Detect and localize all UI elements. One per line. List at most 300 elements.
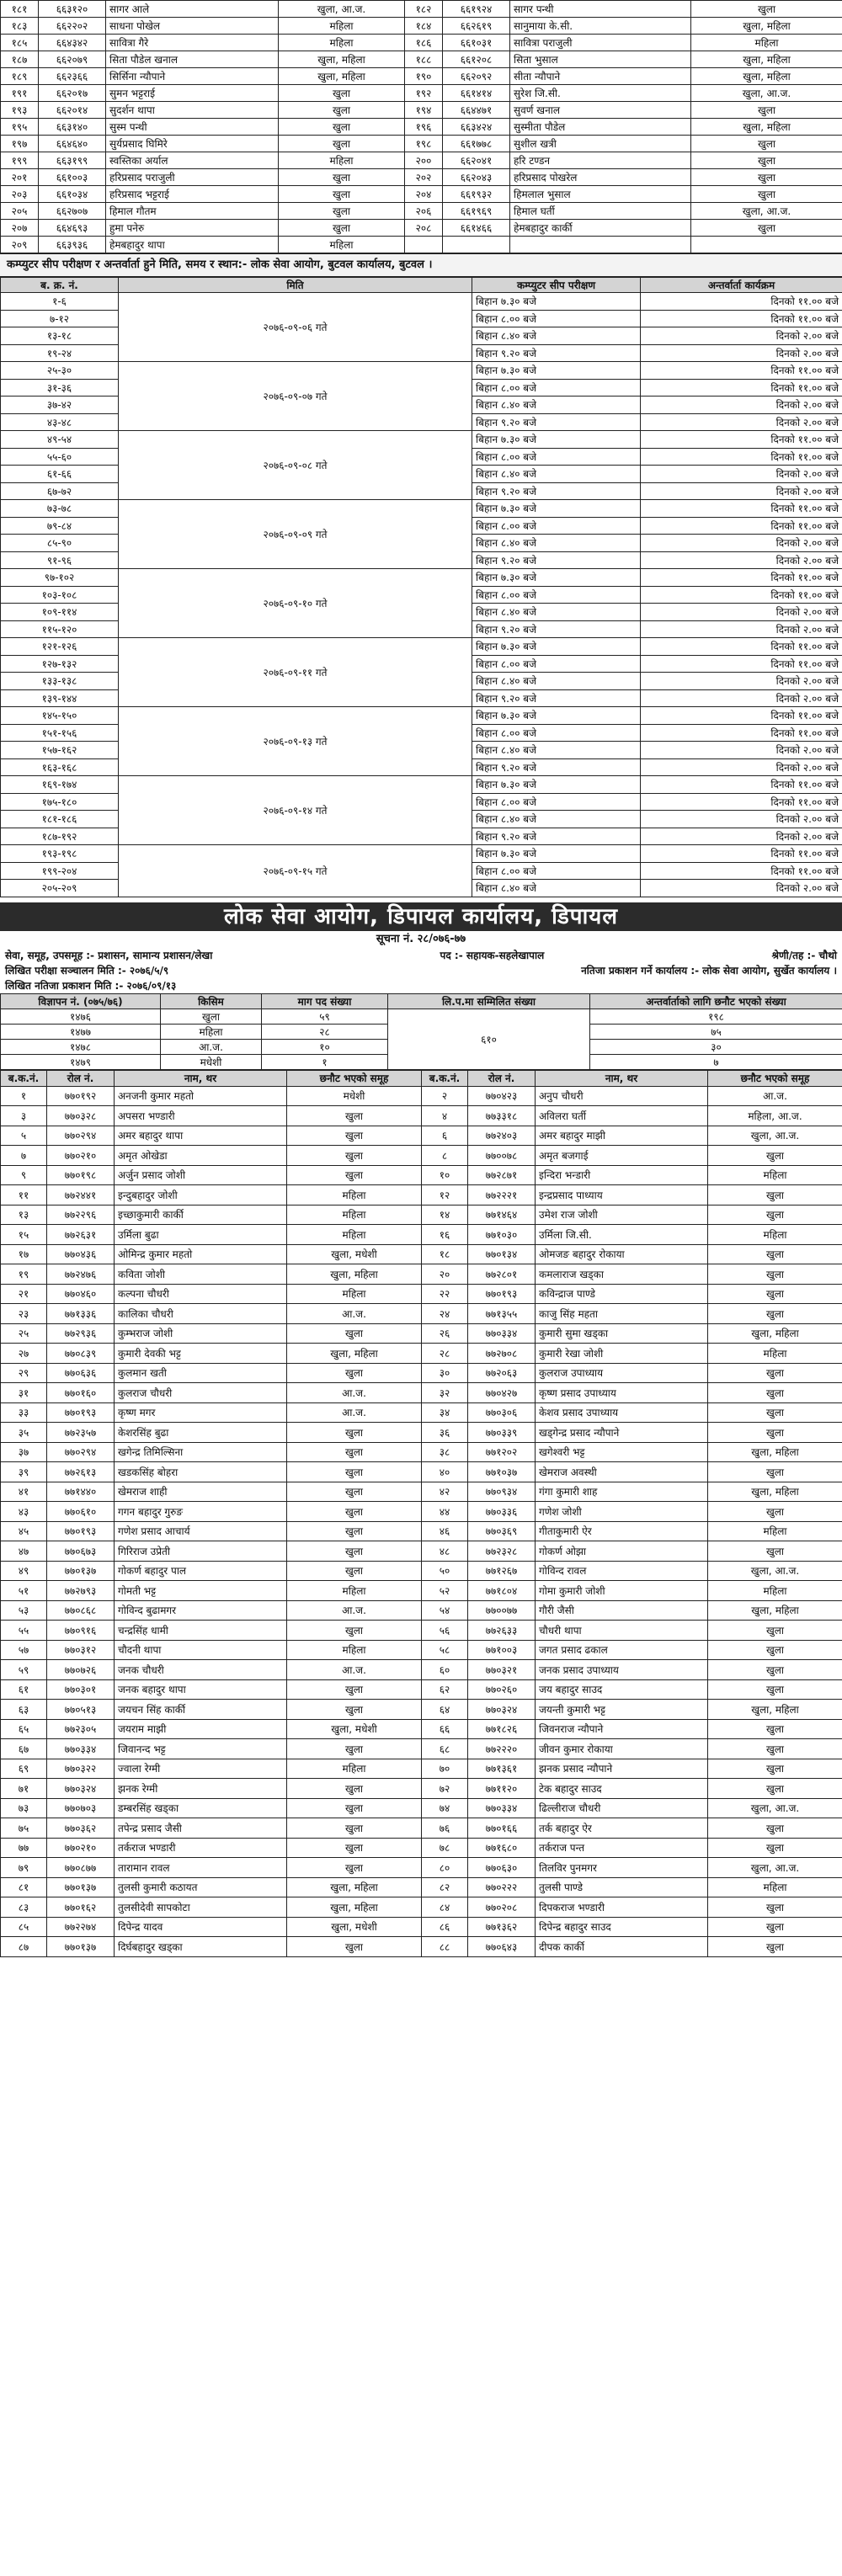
notice-number: सूचना नं. २८/०७६-७७ [376, 932, 466, 945]
table-row [1, 136, 842, 152]
cell-roll-no-2: ७७०४२३ [468, 1086, 536, 1106]
cell-name: अर्जुन प्रसाद जोशी [115, 1165, 287, 1185]
cell-name: सुदर्शन थापा [106, 102, 279, 119]
schedule-interview-time: दिनको ११.०० बजे [641, 586, 842, 604]
cell-selected-group: खुला [287, 1700, 422, 1720]
cell-sn: ६५ [1, 1719, 47, 1739]
cell-roll-no-2: ६६१९६९ [443, 203, 510, 220]
table-row [1, 169, 842, 186]
schedule-interview-time: दिनको २.०० बजे [641, 880, 842, 897]
schedule-interview-time: दिनको २.०० बजे [641, 551, 842, 569]
cell-group: महिला [279, 35, 405, 51]
table-row [1, 1541, 842, 1562]
cell-name: तर्कराज भण्डारी [115, 1838, 287, 1858]
cell-selected-group: खुला [287, 1739, 422, 1759]
cell-roll-no: ७७२३५७ [47, 1423, 115, 1443]
cell-selected-group: खुला [287, 1521, 422, 1541]
cell-group: महिला [279, 237, 405, 253]
cell-name-2: तुलसी पाण्डे [536, 1877, 708, 1897]
cell-sn: ३३ [1, 1402, 47, 1423]
cell-selected-group: खुला [287, 1818, 422, 1839]
cell-sn: ४९ [1, 1561, 47, 1581]
cell-name: गोमती भट्ट [115, 1581, 287, 1601]
summary-selected: १९८ [590, 1009, 842, 1024]
cell-roll-no-2: ७७३३१८ [468, 1106, 536, 1126]
schedule-roll-range: १०३-१०८ [1, 586, 119, 604]
cell-sn-2: ६० [422, 1660, 468, 1680]
cell-roll-no-2: ७७०६३० [468, 1858, 536, 1878]
cell-roll-no-2: ७७०३३४ [468, 1323, 536, 1344]
table-row [1, 18, 842, 35]
cell-roll-no: ७७१३३६ [47, 1304, 115, 1324]
cell-name: गिरिराज उप्रेती [115, 1541, 287, 1562]
cell-sn: ११ [1, 1185, 47, 1206]
cell-sn: २०७ [1, 220, 39, 237]
cell-selected-group: खुला [287, 1937, 422, 1957]
exam-date: लिखित परीक्षा सञ्चालन मिति :- २०७६/५/९ [5, 964, 169, 977]
cell-roll-no: ६६२०१४ [39, 102, 106, 119]
schedule-date: २०७६-०९-१० गते [119, 569, 472, 638]
schedule-computer-test-time: बिहान ८.४० बजे [472, 604, 641, 621]
table-row [1, 1363, 842, 1383]
cell-sn: २०५ [1, 203, 39, 220]
cell-name-2: कविन्द्राज पाण्डे [536, 1284, 708, 1304]
cell-selected-group-2: खुला [708, 1739, 842, 1759]
cell-sn: ५९ [1, 1660, 47, 1680]
cell-sn-2: ५४ [422, 1600, 468, 1621]
schedule-computer-test-time: बिहान ७.३० बजे [472, 776, 641, 794]
cell-group-2: खुला [691, 220, 842, 237]
schedule-computer-test-time: बिहान ७.३० बजे [472, 638, 641, 656]
cell-name-2: हिमाल घर्ती [510, 203, 691, 220]
schedule-roll-range: १५१-१५६ [1, 724, 119, 742]
schedule-roll-range: ३७-४२ [1, 397, 119, 414]
schedule-interview-time: दिनको २.०० बजे [641, 742, 842, 759]
cell-sn-2: २०६ [405, 203, 443, 220]
cell-roll-no: ७७०५१३ [47, 1700, 115, 1720]
schedule-interview-time: दिनको ११.०० बजे [641, 293, 842, 311]
results-header-sn-2: ब.क.नं. [422, 1070, 468, 1086]
cell-sn-2: १९० [405, 68, 443, 85]
schedule-interview-time: दिनको २.०० बजे [641, 535, 842, 552]
cell-sn: ५३ [1, 1600, 47, 1621]
office-banner: लोक सेवा आयोग, डिपायल कार्यालय, डिपायल [0, 902, 842, 931]
cell-selected-group-2: खुला [708, 1205, 842, 1225]
cell-roll-no: ७७०६७३ [47, 1541, 115, 1562]
cell-name: इन्दुबहादुर जोशी [115, 1185, 287, 1206]
cell-sn: ३१ [1, 1383, 47, 1403]
cell-selected-group-2: खुला [708, 1423, 842, 1443]
schedule-computer-test-time: बिहान ७.३० बजे [472, 569, 641, 587]
table-row [1, 1779, 842, 1799]
schedule-roll-range: १२१-१२६ [1, 638, 119, 656]
summary-appeared-total: ६१० [388, 1009, 590, 1069]
cell-roll-no-2: ६६१७७८ [443, 136, 510, 152]
schedule-roll-range: ७-१२ [1, 310, 119, 327]
cell-name-2: सिता भुसाल [510, 51, 691, 68]
schedule-roll-range: १३३-१३८ [1, 673, 119, 690]
cell-roll-no-2: ७७२४०३ [468, 1126, 536, 1146]
cell-selected-group: खुला [287, 1442, 422, 1462]
schedule-roll-range: ८५-९० [1, 535, 119, 552]
schedule-roll-range: १३-१८ [1, 327, 119, 345]
schedule-roll-range: ९७-१०२ [1, 569, 119, 587]
schedule-computer-test-time: बिहान ७.३० बजे [472, 293, 641, 311]
cell-roll-no: ७७०१३७ [47, 1877, 115, 1897]
cell-group: खुला [279, 203, 405, 220]
cell-selected-group: खुला [287, 1858, 422, 1878]
cell-selected-group-2: खुला [708, 1363, 842, 1383]
cell-sn: ४७ [1, 1541, 47, 1562]
cell-name-2: हरि टण्डन [510, 152, 691, 169]
summary-selected: ७ [590, 1054, 842, 1069]
cell-sn-2: ७० [422, 1759, 468, 1779]
table-row [1, 1877, 842, 1897]
cell-selected-group-2: खुला [708, 1264, 842, 1285]
table-row [1, 1640, 842, 1660]
cell-sn-2: ४६ [422, 1521, 468, 1541]
cell-name: सुर्यप्रसाद घिमिरे [106, 136, 279, 152]
table-row [1, 1818, 842, 1839]
level: श्रेणी/तह :- चौथो [771, 949, 837, 961]
table-row [1, 1858, 842, 1878]
cell-selected-group-2: खुला [708, 1621, 842, 1641]
schedule-header-computer-test: कम्प्युटर सीप परीक्षण [472, 278, 641, 293]
cell-sn-2: ७४ [422, 1798, 468, 1818]
cell-selected-group-2: खुला [708, 1719, 842, 1739]
cell-roll-no-2: ७७१२०२ [468, 1442, 536, 1462]
cell-name-2: चौधरी थापा [536, 1621, 708, 1641]
cell-sn-2: ८६ [422, 1917, 468, 1937]
cell-selected-group-2: खुला, आ.ज. [708, 1858, 842, 1878]
cell-roll-no: ७७०३२२ [47, 1759, 115, 1779]
cell-roll-no: ६६३१२० [39, 1, 106, 18]
cell-name: दिर्घबहादुर खड्का [115, 1937, 287, 1957]
table-row [1, 1719, 842, 1739]
table-row [1, 1917, 842, 1937]
cell-selected-group: खुला [287, 1106, 422, 1126]
cell-roll-no: ६६१०३४ [39, 186, 106, 203]
summary-demand: ५९ [262, 1009, 388, 1024]
cell-roll-no: ७७०२९४ [47, 1442, 115, 1462]
schedule-row [1, 431, 842, 449]
cell-selected-group: खुला [287, 1165, 422, 1185]
schedule-roll-range: ११५-१२० [1, 620, 119, 638]
summary-type: महिला [161, 1024, 262, 1039]
cell-name: चन्द्रसिंह धामी [115, 1621, 287, 1641]
cell-sn-2: ६२ [422, 1679, 468, 1700]
table-row [1, 35, 842, 51]
cell-roll-no: ७७०९१६ [47, 1621, 115, 1641]
cell-selected-group-2: खुला [708, 1779, 842, 1799]
schedule-roll-range: १२७-१३२ [1, 655, 119, 673]
cell-selected-group: खुला [287, 1462, 422, 1482]
cell-roll-no-2: ७७००७८ [468, 1146, 536, 1166]
cell-selected-group: खुला, महिला [287, 1897, 422, 1918]
cell-sn-2: ५० [422, 1561, 468, 1581]
cell-sn: ५१ [1, 1581, 47, 1601]
cell-sn-2: ४८ [422, 1541, 468, 1562]
cell-name-2: ओमजङ बहादुर रोकाया [536, 1244, 708, 1264]
cell-name-2: हरिप्रसाद पोखरेल [510, 169, 691, 186]
table-row [1, 119, 842, 136]
schedule-date: २०७६-०९-०६ गते [119, 293, 472, 362]
cell-group: खुला, आ.ज. [279, 1, 405, 18]
cell-sn: ७५ [1, 1818, 47, 1839]
cell-roll-no-2: ७७००७७ [468, 1600, 536, 1621]
cell-name: सिता पौडेल खनाल [106, 51, 279, 68]
cell-selected-group: खुला [287, 1779, 422, 1799]
cell-name-2: अनुप चौधरी [536, 1086, 708, 1106]
cell-roll-no: ७७०१९८ [47, 1165, 115, 1185]
cell-name: झनक रेग्मी [115, 1779, 287, 1799]
cell-sn-2: ६८ [422, 1739, 468, 1759]
cell-selected-group-2: खुला, आ.ज. [708, 1798, 842, 1818]
cell-selected-group: आ.ज. [287, 1402, 422, 1423]
cell-roll-no-2: ६६१०३१ [443, 35, 510, 51]
cell-sn: २१ [1, 1284, 47, 1304]
cell-sn: ३५ [1, 1423, 47, 1443]
cell-name-2 [510, 237, 691, 253]
table-row [1, 1521, 842, 1541]
cell-selected-group-2: महिला [708, 1225, 842, 1245]
cell-sn: ७१ [1, 1779, 47, 1799]
schedule-interview-time: दिनको २.०० बजे [641, 482, 842, 500]
schedule-interview-time: दिनको २.०० बजे [641, 413, 842, 431]
cell-roll-no-2: ६६२०४१ [443, 152, 510, 169]
cell-name: तारामान रावल [115, 1858, 287, 1878]
cell-roll-no-2: ७७११२० [468, 1779, 536, 1799]
cell-roll-no: ७७०३१२ [47, 1640, 115, 1660]
table-row [1, 1185, 842, 1206]
cell-roll-no: ७७०३०१ [47, 1679, 115, 1700]
cell-roll-no-2: ६६१९२४ [443, 1, 510, 18]
cell-roll-no: ६६३९३६ [39, 237, 106, 253]
cell-name-2: तर्क बहादुर ऐर [536, 1818, 708, 1839]
service-group: सेवा, समूह, उपसमूह :- प्रशासन, सामान्य प्रशासन/लेखा [5, 949, 213, 961]
cell-roll-no: ७७२६३१ [47, 1225, 115, 1245]
schedule-roll-range: १६९-१७४ [1, 776, 119, 794]
cell-group: खुला [279, 85, 405, 102]
cell-name: केशरसिंह बुढा [115, 1423, 287, 1443]
cell-name: ज्वाला रेग्मी [115, 1759, 287, 1779]
cell-roll-no-2: ७७१८२६ [468, 1719, 536, 1739]
cell-name: अमर बहादुर थापा [115, 1126, 287, 1146]
cell-sn-2: २०० [405, 152, 443, 169]
cell-selected-group-2: खुला [708, 1146, 842, 1166]
cell-sn-2: ८ [422, 1146, 468, 1166]
schedule-roll-range: ४३-४८ [1, 413, 119, 431]
schedule-date: २०७६-०९-०९ गते [119, 500, 472, 569]
cell-sn-2: १४ [422, 1205, 468, 1225]
cell-roll-no: ७७०८६८ [47, 1600, 115, 1621]
cell-name: जयचन सिंह कार्की [115, 1700, 287, 1720]
table-row [1, 1700, 842, 1720]
schedule-roll-range: ९१-९६ [1, 551, 119, 569]
cell-selected-group-2: महिला [708, 1877, 842, 1897]
schedule-interview-time: दिनको २.०० बजे [641, 604, 842, 621]
schedule-interview-time: दिनको ११.०० बजे [641, 517, 842, 535]
table-row [1, 1561, 842, 1581]
cell-selected-group: खुला, मधेशी [287, 1719, 422, 1739]
cell-selected-group: खुला [287, 1798, 422, 1818]
table-row [1, 1383, 842, 1403]
table-row [1, 1482, 842, 1502]
cell-name: हेमबहादुर थापा [106, 237, 279, 253]
summary-header-appeared: लि.प.मा सम्मिलित संख्या [388, 993, 590, 1009]
schedule-computer-test-time: बिहान ८.०० बजे [472, 724, 641, 742]
cell-group-2: खुला, महिला [691, 119, 842, 136]
schedule-interview-time: दिनको ११.०० बजे [641, 638, 842, 656]
cell-name: गोविन्द बुढामगर [115, 1600, 287, 1621]
cell-name: हरिप्रसाद भट्टराई [106, 186, 279, 203]
schedule-computer-test-time: बिहान ९.२० बजे [472, 413, 641, 431]
cell-group: महिला [279, 18, 405, 35]
cell-sn: ८५ [1, 1917, 47, 1937]
cell-sn-2: ८० [422, 1858, 468, 1878]
cell-selected-group-2: खुला, महिला [708, 1482, 842, 1502]
cell-group-2: खुला [691, 1, 842, 18]
schedule-roll-range: १६३-१६८ [1, 758, 119, 776]
cell-selected-group: खुला, महिला [287, 1344, 422, 1364]
cell-roll-no: ७७२६१३ [47, 1462, 115, 1482]
schedule-row [1, 845, 842, 863]
cell-sn-2: ३४ [422, 1402, 468, 1423]
cell-name: गोकर्ण बहादुर पाल [115, 1561, 287, 1581]
schedule-interview-time: दिनको ११.०० बजे [641, 724, 842, 742]
schedule-roll-range: १४५-१५० [1, 707, 119, 725]
cell-roll-no: ६६३१४० [39, 119, 106, 136]
cell-name-2: केशव प्रसाद उपाध्याय [536, 1402, 708, 1423]
cell-selected-group-2: खुला [708, 1541, 842, 1562]
cell-roll-no-2: ७७१०३० [468, 1225, 536, 1245]
schedule-computer-test-time: बिहान ९.२० बजे [472, 551, 641, 569]
cell-roll-no-2: ६६४४७१ [443, 102, 510, 119]
summary-type: मधेशी [161, 1054, 262, 1069]
cell-name: तपेन्द्र प्रसाद जैसी [115, 1818, 287, 1839]
table-row [1, 1759, 842, 1779]
cell-roll-no: ७७०१९२ [47, 1086, 115, 1106]
cell-name-2: कमलाराज खड्का [536, 1264, 708, 1285]
cell-selected-group: खुला [287, 1502, 422, 1522]
table-row [1, 1106, 842, 1126]
schedule-computer-test-time: बिहान ७.३० बजे [472, 845, 641, 863]
cell-group-2: खुला [691, 102, 842, 119]
cell-roll-no-2: ६६१९३२ [443, 186, 510, 203]
schedule-interview-time: दिनको २.०० बजे [641, 811, 842, 828]
cell-group: खुला [279, 186, 405, 203]
cell-name-2: इन्द्रप्रसाद पाध्याय [536, 1185, 708, 1206]
cell-sn-2: ३० [422, 1363, 468, 1383]
schedule-interview-time: दिनको २.०० बजे [641, 344, 842, 362]
post-name: पद :- सहायक-सहलेखापाल [440, 949, 545, 961]
cell-name-2: उमेश राज जोशी [536, 1205, 708, 1225]
cell-selected-group: खुला [287, 1561, 422, 1581]
cell-selected-group: आ.ज. [287, 1660, 422, 1680]
cell-selected-group: खुला [287, 1146, 422, 1166]
table-row [1, 1264, 842, 1285]
cell-roll-no-2: ७७०१३४ [468, 1244, 536, 1264]
summary-header-ad-no: विज्ञापन नं. (०७५/७६) [1, 993, 161, 1009]
cell-roll-no-2: ७७१२६७ [468, 1561, 536, 1581]
cell-roll-no: ६६२२०२ [39, 18, 106, 35]
cell-sn-2: १९२ [405, 85, 443, 102]
table-row [1, 1344, 842, 1364]
cell-selected-group-2: खुला [708, 1917, 842, 1937]
table-row [1, 1502, 842, 1522]
table-row [1, 1, 842, 18]
cell-name-2: ढिल्लीराज चौधरी [536, 1798, 708, 1818]
schedule-interview-time: दिनको ११.०० बजे [641, 431, 842, 449]
cell-name: कालिका चौधरी [115, 1304, 287, 1324]
cell-roll-no-2: ७७२७०८ [468, 1344, 536, 1364]
cell-roll-no: ६६१००३ [39, 169, 106, 186]
cell-selected-group-2: खुला [708, 1185, 842, 1206]
cell-selected-group-2: महिला, आ.ज. [708, 1106, 842, 1126]
cell-roll-no: ७७२७९३ [47, 1581, 115, 1601]
schedule-computer-test-time: बिहान ८.४० बजे [472, 466, 641, 483]
cell-selected-group-2: खुला, महिला [708, 1700, 842, 1720]
cell-roll-no: ६६२०१७ [39, 85, 106, 102]
cell-selected-group-2: खुला [708, 1660, 842, 1680]
schedule-interview-time: दिनको ११.०० बजे [641, 448, 842, 466]
cell-name: कविता जोशी [115, 1264, 287, 1285]
cell-name-2: जिवनराज न्यौपाने [536, 1719, 708, 1739]
cell-sn-2: २२ [422, 1284, 468, 1304]
table-row [1, 220, 842, 237]
cell-sn-2: ३२ [422, 1383, 468, 1403]
cell-name: इच्छाकुमारी कार्की [115, 1205, 287, 1225]
cell-roll-no: ७७०१६२ [47, 1897, 115, 1918]
cell-selected-group: महिला [287, 1640, 422, 1660]
schedule-row [1, 638, 842, 656]
cell-selected-group-2: महिला [708, 1581, 842, 1601]
cell-sn-2: १६ [422, 1225, 468, 1245]
cell-name: डम्बरसिंह खड्का [115, 1798, 287, 1818]
cell-roll-no-2: ७७१३६१ [468, 1759, 536, 1779]
schedule-date: २०७६-०९-१५ गते [119, 845, 472, 897]
cell-roll-no-2: ७७१३५५ [468, 1304, 536, 1324]
schedule-computer-test-time: बिहान ८.०० बजे [472, 655, 641, 673]
cell-name-2: सागर पन्थी [510, 1, 691, 18]
schedule-roll-range: १५७-१६२ [1, 742, 119, 759]
cell-sn-2: ४० [422, 1462, 468, 1482]
cell-roll-no: ७७०७०३ [47, 1798, 115, 1818]
cell-sn: २०९ [1, 237, 39, 253]
summary-ad-no: १४७६ [1, 1009, 161, 1024]
cell-roll-no-2: ७७०३३६ [468, 1502, 536, 1522]
table-row [1, 237, 842, 253]
cell-sn-2: ४४ [422, 1502, 468, 1522]
cell-name-2: जयन्ती कुमारी भट्ट [536, 1700, 708, 1720]
schedule-interview-time: दिनको २.०० बजे [641, 828, 842, 845]
table-row [1, 1086, 842, 1106]
cell-roll-no: ७७२२७४ [47, 1917, 115, 1937]
summary-ad-no: १४७७ [1, 1024, 161, 1039]
cell-name: ओमिन्द्र कुमार महतो [115, 1244, 287, 1264]
cell-roll-no: ७७०१६० [47, 1383, 115, 1403]
cell-selected-group: खुला [287, 1323, 422, 1344]
cell-sn-2: २०२ [405, 169, 443, 186]
cell-roll-no-2 [443, 237, 510, 253]
table-row [1, 1304, 842, 1324]
cell-sn-2: २० [422, 1264, 468, 1285]
schedule-computer-test-time: बिहान ८.४० बजे [472, 673, 641, 690]
cell-sn: १८७ [1, 51, 39, 68]
cell-roll-no: ७७२४४१ [47, 1185, 115, 1206]
table-row [1, 1739, 842, 1759]
cell-sn: १९३ [1, 102, 39, 119]
